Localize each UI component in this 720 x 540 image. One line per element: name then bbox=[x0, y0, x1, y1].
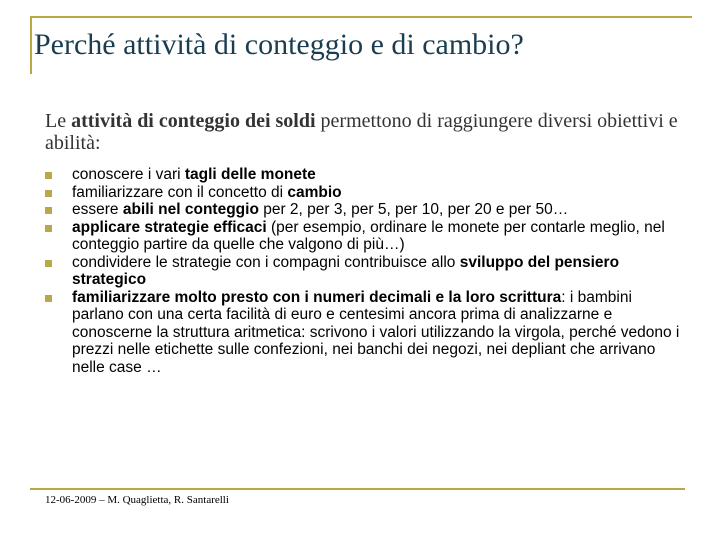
bullet-bold: familiarizzare molto presto con i numeri decimali e la loro scrittura bbox=[72, 288, 562, 306]
bullet-bold: abili nel conteggio bbox=[122, 201, 259, 218]
slide-title: Perché attività di conteggio e di cambio? bbox=[34, 28, 524, 61]
square-bullet-icon bbox=[45, 225, 52, 232]
bullet-item bbox=[45, 219, 685, 254]
bullet-bold: sviluppo del pensiero strategico bbox=[72, 253, 620, 288]
bullet-rest: (per esempio, ordinare le monete per contarle meglio, nel conteggio partire da quelle che valgono di più…) bbox=[72, 218, 665, 253]
bullet-text: essere bbox=[72, 201, 123, 218]
bullet-text: conoscere i vari bbox=[72, 166, 185, 183]
intro-text bbox=[45, 110, 685, 154]
bullet-item bbox=[45, 166, 685, 184]
bullet-item bbox=[45, 201, 685, 219]
bullet-rest: : i bambini parlano con una certa facilità di euro e centesimi ancora prima di analizzarne e conoscerne la struttura aritmetica: scrivono i valori utilizzando la virgola, perché vedono i prezzi nelle etichette sulle confezioni, nei banchi dei negozi, nei depliant che arrivano nelle case … bbox=[72, 288, 680, 376]
square-bullet-icon bbox=[45, 295, 52, 302]
bullet-list bbox=[45, 166, 685, 376]
bullet-bold: cambio bbox=[287, 183, 342, 201]
square-bullet-icon bbox=[45, 172, 52, 179]
bullet-rest: per 2, per 3, per 5, per 10, per 20 e per 50… bbox=[258, 201, 569, 218]
intro-bold: attività di conteggio dei soldi bbox=[71, 110, 316, 132]
intro-part-2: permettono di raggiungere diversi obiettivi e abilità: bbox=[45, 110, 678, 154]
footer-rule bbox=[30, 488, 685, 490]
square-bullet-icon bbox=[45, 207, 52, 214]
bullet-item bbox=[45, 184, 685, 202]
bullet-bold: tagli delle monete bbox=[184, 166, 316, 183]
bullet-bold: applicare strategie efficaci bbox=[72, 218, 267, 236]
square-bullet-icon bbox=[45, 260, 52, 267]
intro-part-1: Le bbox=[45, 110, 72, 132]
bullet-text: condividere le strategie con i compagni contribuisce allo bbox=[72, 253, 460, 271]
bullet-item bbox=[45, 289, 685, 377]
bullet-text: familiarizzare con il concetto di bbox=[72, 183, 288, 201]
bullet-item bbox=[45, 254, 685, 289]
footer-text: 12-06-2009 – M. Quaglietta, R. Santarelli bbox=[45, 494, 229, 506]
square-bullet-icon bbox=[45, 190, 52, 197]
